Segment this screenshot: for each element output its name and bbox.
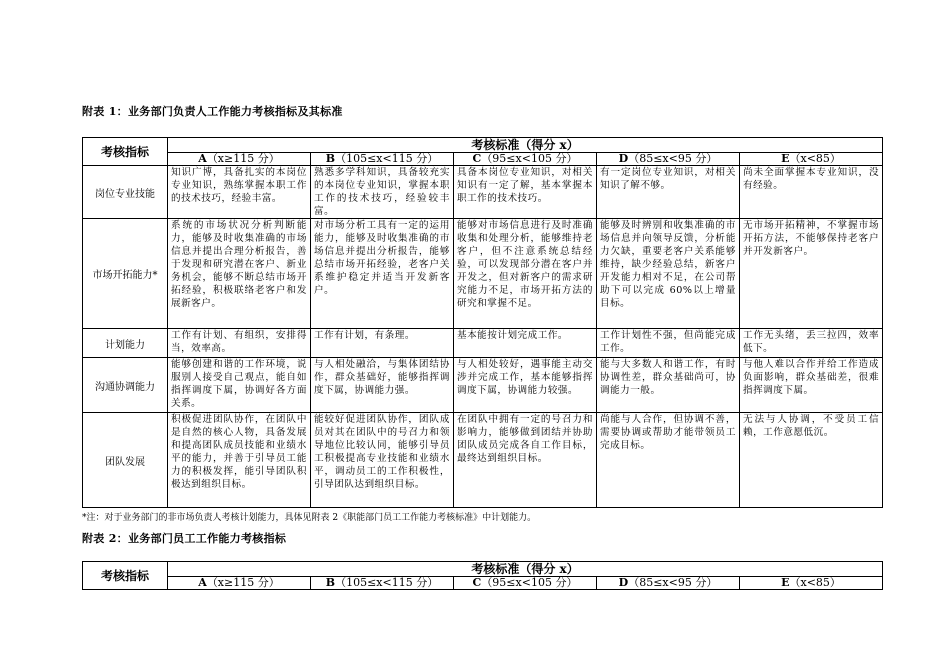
grade-letter: C xyxy=(472,576,482,589)
table1-performance-standards xyxy=(82,137,883,508)
table-cell: 积极促进团队协作，在团队中是自然的核心人物，具备发展和提高团队成员技能和业绩水平的能力，并善于引导员工能力的积极发挥，能引导团队积极达到组织目标。 xyxy=(168,413,311,508)
table1-standard-header: 考核标准（得分 x） xyxy=(168,138,883,153)
table2-grade-b xyxy=(311,577,454,590)
grade-range: （85≤x<95 分） xyxy=(628,576,718,589)
grade-letter: B xyxy=(325,152,336,165)
table2-grade-e xyxy=(740,577,883,590)
table-cell: 基本能按计划完成工作。 xyxy=(454,329,597,358)
grade-range: （95≤x<105 分） xyxy=(481,576,578,589)
table-row xyxy=(83,219,883,329)
grade-range: （105≤x<115 分） xyxy=(335,152,439,165)
row-label-planning: 计划能力 xyxy=(83,329,168,358)
table2-grade-d xyxy=(597,577,740,590)
table2-standard-header: 考核标准（得分 x） xyxy=(168,562,883,577)
table1-grade-d xyxy=(597,153,740,166)
grade-letter: C xyxy=(472,152,482,165)
grade-letter: D xyxy=(618,152,629,165)
table-cell: 具备本岗位专业知识，对相关知识有一定了解，基本掌握本职工作的技术技巧。 xyxy=(454,166,597,219)
grade-letter: A xyxy=(198,576,207,589)
table1-footnote: *注：对于业务部门的非市场负责人考核计划能力，具体见附表 2《职能部门员工工作能力考核标准》中计划能力。 xyxy=(82,513,537,523)
table1-grade-e xyxy=(740,153,883,166)
table-cell: 能够对市场信息进行及时准确收集和处理分析，能够维持老客户，但不注意系统总结经验，可以发现部分潜在客户并开发之，但对新客户的需求研究能力不足，市场开拓方法的研究和掌握不足。 xyxy=(454,219,597,329)
grade-range: （105≤x<115 分） xyxy=(335,576,439,589)
table-cell: 无市场开拓精神，不掌握市场开拓方法，不能够保持老客户并开发新客户。 xyxy=(740,219,883,329)
row-label-communication: 沟通协调能力 xyxy=(83,358,168,413)
table-cell: 无法与人协调，不受员工信赖，工作意愿低沉。 xyxy=(740,413,883,508)
grade-range: （x≥115 分） xyxy=(206,152,280,165)
grade-letter: B xyxy=(325,576,336,589)
table-cell: 知识广博，具备扎实的本岗位专业知识，熟练掌握本职工作的技术技巧，经验丰富。 xyxy=(168,166,311,219)
table-cell: 工作无头绪，丢三拉四，效率低下。 xyxy=(740,329,883,358)
table-cell: 工作有计划、有组织，安排得当，效率高。 xyxy=(168,329,311,358)
table-cell: 尚能与人合作，但协调不善，需要协调或帮助才能带领员工完成目标。 xyxy=(597,413,740,508)
table-cell: 能较好促进团队协作，团队成员对其在团队中的号召力和领导地位比较认同，能够引导员工积极提高专业技能和业绩水平，调动员工的工作积极性，引导团队达到组织目标。 xyxy=(311,413,454,508)
table2-grade-c xyxy=(454,577,597,590)
grade-range: （x<85） xyxy=(789,576,841,589)
row-label-team-development: 团队发展 xyxy=(83,413,168,508)
table1-grade-c xyxy=(454,153,597,166)
table-cell: 工作有计划，有条理。 xyxy=(311,329,454,358)
row-label-market-development: 市场开拓能力* xyxy=(83,219,168,329)
table1-grade-b xyxy=(311,153,454,166)
table2-title: 附表 2：业务部门员工工作能力考核指标 xyxy=(82,532,287,545)
row-label-professional-skill: 岗位专业技能 xyxy=(83,166,168,219)
table1-title: 附表 1：业务部门负责人工作能力考核指标及其标准 xyxy=(82,105,343,118)
table-cell: 与他人难以合作并给工作造成负面影响，群众基础差，很难指挥调度下属。 xyxy=(740,358,883,413)
grade-range: （85≤x<95 分） xyxy=(628,152,718,165)
table-cell: 能够及时辨别和收集准确的市场信息并向领导反馈，分析能力欠缺，重要老客户关系能够维持，缺少经验总结，新客户开发能力相对不足，在公司帮助下可以完成 60%以上增量目标。 xyxy=(597,219,740,329)
table-row xyxy=(83,413,883,508)
table-cell: 系统的市场状况分析判断能力，能够及时收集准确的市场信息并提出合理分析报告，善于发现和研究潜在客户、新业务机会，能够不断总结市场开拓经验，积极联络老客户和发展新客户。 xyxy=(168,219,311,329)
grade-letter: D xyxy=(618,576,629,589)
grade-letter: E xyxy=(781,152,790,165)
table-cell: 尚未全面掌握本专业知识，没有经验。 xyxy=(740,166,883,219)
table-cell: 与人相处融洽，与集体团结协作，群众基础好，能够指挥调度下属，协调能力强。 xyxy=(311,358,454,413)
table-cell: 在团队中拥有一定的号召力和影响力，能够做到团结并协助团队成员完成各自工作目标，最终达到组织目标。 xyxy=(454,413,597,508)
table-cell: 对市场分析工具有一定的运用能力，能够及时收集准确的市场信息并提出分析报告，能够总结市场开拓经验，老客户关系维护稳定并适当开发新客户。 xyxy=(311,219,454,329)
table-row xyxy=(83,329,883,358)
table-cell: 与人相处较好，遇事能主动交涉并完成工作，基本能够指挥调度下属，协调能力较强。 xyxy=(454,358,597,413)
grade-range: （x<85） xyxy=(789,152,841,165)
table-cell: 熟悉多学科知识，具备较充实的本岗位专业知识，掌握本职工作的技术技巧，经验较丰富。 xyxy=(311,166,454,219)
table1-metric-header: 考核指标 xyxy=(83,138,168,166)
grade-letter: A xyxy=(198,152,207,165)
grade-range: （x≥115 分） xyxy=(206,576,280,589)
table2-grade-a xyxy=(168,577,311,590)
table1-grade-a xyxy=(168,153,311,166)
table-cell: 工作计划性不强，但尚能完成工作。 xyxy=(597,329,740,358)
table2-metric-header: 考核指标 xyxy=(83,562,168,590)
grade-letter: E xyxy=(781,576,790,589)
table-row xyxy=(83,358,883,413)
table-cell: 能与大多数人和谐工作，有时协调性差，群众基础尚可，协调能力一般。 xyxy=(597,358,740,413)
grade-range: （95≤x<105 分） xyxy=(481,152,578,165)
table-row xyxy=(83,166,883,219)
table-cell: 能够创建和谐的工作环境，说服别人接受自己观点，能自如指挥调度下属，协调好各方面关系。 xyxy=(168,358,311,413)
table2-performance-standards xyxy=(82,561,883,590)
table-cell: 有一定岗位专业知识，对相关知识了解不够。 xyxy=(597,166,740,219)
